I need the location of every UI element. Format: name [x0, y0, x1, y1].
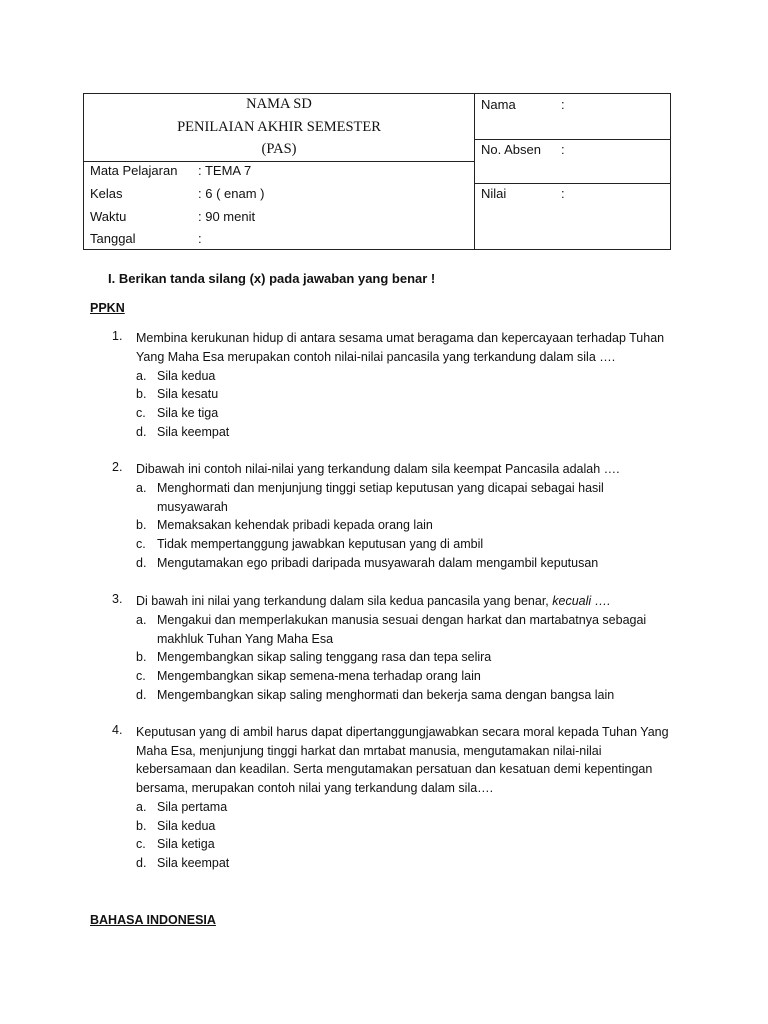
- question-number: 1.: [112, 329, 123, 343]
- option-text: Sila kesatu: [157, 387, 219, 402]
- option-letter: c.: [136, 537, 146, 552]
- table-divider: [474, 183, 670, 184]
- table-divider: [474, 139, 670, 140]
- question-stem-text: Di bawah ini nilai yang terkandung dalam sila kedua pancasila yang benar,: [136, 594, 549, 608]
- question-stem: [136, 592, 676, 611]
- class-label: Kelas: [90, 186, 123, 201]
- question-number: 2.: [112, 460, 123, 474]
- option-text: Sila keempat: [157, 856, 230, 871]
- date-label: Tanggal: [90, 231, 136, 246]
- option-text: Sila pertama: [157, 800, 228, 814]
- option-text: Sila kedua: [157, 818, 216, 833]
- subject-label: Mata Pelajaran: [90, 163, 178, 178]
- exam-title: PENILAIAN AKHIR SEMESTER: [177, 119, 381, 135]
- question-stem: Membina kerukunan hidup di antara sesama umat beragama dan kepercayaan terhadap Tuhan Yang Maha Esa merupakan contoh nilai-nilai pancasila yang terkandung dalam sila ….: [136, 331, 665, 364]
- answer-option-d[interactable]: [136, 686, 656, 705]
- option-letter: b.: [136, 387, 147, 402]
- option-text: Mengutamakan ego pribadi daripada musyawarah dalam mengambil keputusan: [157, 555, 599, 570]
- answer-option-c[interactable]: [136, 667, 656, 686]
- table-divider: [474, 94, 475, 249]
- option-text: Mengakui dan memperlakukan manusia sesuai dengan harkat dan martabatnya sebagai makhluk Tuhan Yang Maha Esa: [157, 613, 647, 646]
- date-value: :: [198, 231, 202, 246]
- option-list: [136, 798, 656, 873]
- option-list: [136, 367, 656, 442]
- answer-option-c[interactable]: [136, 535, 656, 554]
- option-letter: d.: [136, 856, 147, 871]
- option-letter: c.: [136, 405, 146, 420]
- option-text: Mengembangkan sikap saling menghormati dan bekerja sama dengan bangsa lain: [157, 687, 615, 702]
- school-name: NAMA SD: [246, 96, 312, 112]
- time-value: : 90 menit: [198, 209, 256, 224]
- answer-option-a[interactable]: [136, 798, 656, 817]
- answer-option-b[interactable]: [136, 648, 656, 667]
- question-stem: Keputusan yang di ambil harus dapat dipertanggungjawabkan secara moral kepada Tuhan Yang Maha Esa, menjunjung tinggi harkat dan mrtabat manusia, mengutamakan nilai-nilai kebersamaan dan keadilan. Serta mengutamakan persatuan dan kesatuan demi kepentingan bersama, merupakan contoh nilai yang terkandung dalam sila….: [136, 725, 669, 796]
- option-text: Sila ketiga: [157, 837, 215, 852]
- option-text: Sila ke tiga: [157, 405, 219, 420]
- option-text: Mengembangkan sikap saling tenggang rasa dan tepa selira: [157, 650, 492, 665]
- section-heading-ppkn: PPKN: [90, 301, 125, 315]
- time-label: Waktu: [90, 209, 127, 224]
- subject-value: : TEMA 7: [198, 163, 252, 178]
- answer-option-a[interactable]: [136, 479, 656, 516]
- option-list: [136, 611, 656, 705]
- answer-option-a[interactable]: [136, 611, 656, 648]
- exam-header-table: [83, 93, 671, 250]
- answer-option-b[interactable]: [136, 385, 656, 404]
- question-stem: Dibawah ini contoh nilai-nilai yang terkandung dalam sila keempat Pancasila adalah ….: [136, 462, 620, 476]
- option-letter: d.: [136, 555, 147, 570]
- score-field[interactable]: :: [561, 186, 565, 201]
- table-divider: [84, 161, 474, 162]
- option-text: Mengembangkan sikap semena-mena terhadap orang lain: [157, 669, 481, 684]
- absence-number-field[interactable]: :: [561, 142, 565, 157]
- option-letter: a.: [136, 800, 147, 814]
- class-value: : 6 ( enam ): [198, 186, 265, 201]
- option-letter: c.: [136, 837, 146, 852]
- instruction-text: I. Berikan tanda silang (x) pada jawaban yang benar !: [108, 271, 436, 286]
- answer-option-d[interactable]: [136, 423, 656, 442]
- answer-option-b[interactable]: [136, 516, 656, 535]
- question-number: 3.: [112, 592, 123, 606]
- option-letter: b.: [136, 818, 147, 833]
- option-letter: d.: [136, 424, 147, 439]
- question-number: 4.: [112, 723, 123, 737]
- answer-option-a[interactable]: [136, 367, 656, 386]
- answer-option-d[interactable]: [136, 554, 656, 573]
- question-stem-emphasis: kecuali ….: [552, 594, 611, 608]
- option-letter: b.: [136, 650, 147, 665]
- absence-number-label: No. Absen: [481, 142, 541, 157]
- option-letter: d.: [136, 687, 147, 702]
- option-letter: a.: [136, 368, 147, 383]
- score-label: Nilai: [481, 186, 507, 201]
- option-letter: a.: [136, 613, 147, 627]
- option-text: Sila keempat: [157, 424, 230, 439]
- answer-option-c[interactable]: [136, 835, 656, 854]
- name-label: Nama: [481, 97, 516, 112]
- name-field[interactable]: :: [561, 97, 565, 112]
- answer-option-c[interactable]: [136, 404, 656, 423]
- section-heading-bahasa-indonesia: BAHASA INDONESIA: [90, 913, 216, 927]
- exam-abbreviation: (PAS): [261, 141, 297, 157]
- option-text: Menghormati dan menjunjung tinggi setiap keputusan yang dicapai sebagai hasil musyawarah: [157, 481, 604, 514]
- option-letter: b.: [136, 518, 147, 533]
- option-letter: a.: [136, 481, 147, 495]
- option-text: Memaksakan kehendak pribadi kepada orang lain: [157, 518, 433, 533]
- option-letter: c.: [136, 669, 146, 684]
- answer-option-d[interactable]: [136, 854, 656, 873]
- option-text: Sila kedua: [157, 368, 216, 383]
- option-list: [136, 479, 656, 573]
- option-text: Tidak mempertanggung jawabkan keputusan yang di ambil: [157, 537, 484, 552]
- answer-option-b[interactable]: [136, 817, 656, 836]
